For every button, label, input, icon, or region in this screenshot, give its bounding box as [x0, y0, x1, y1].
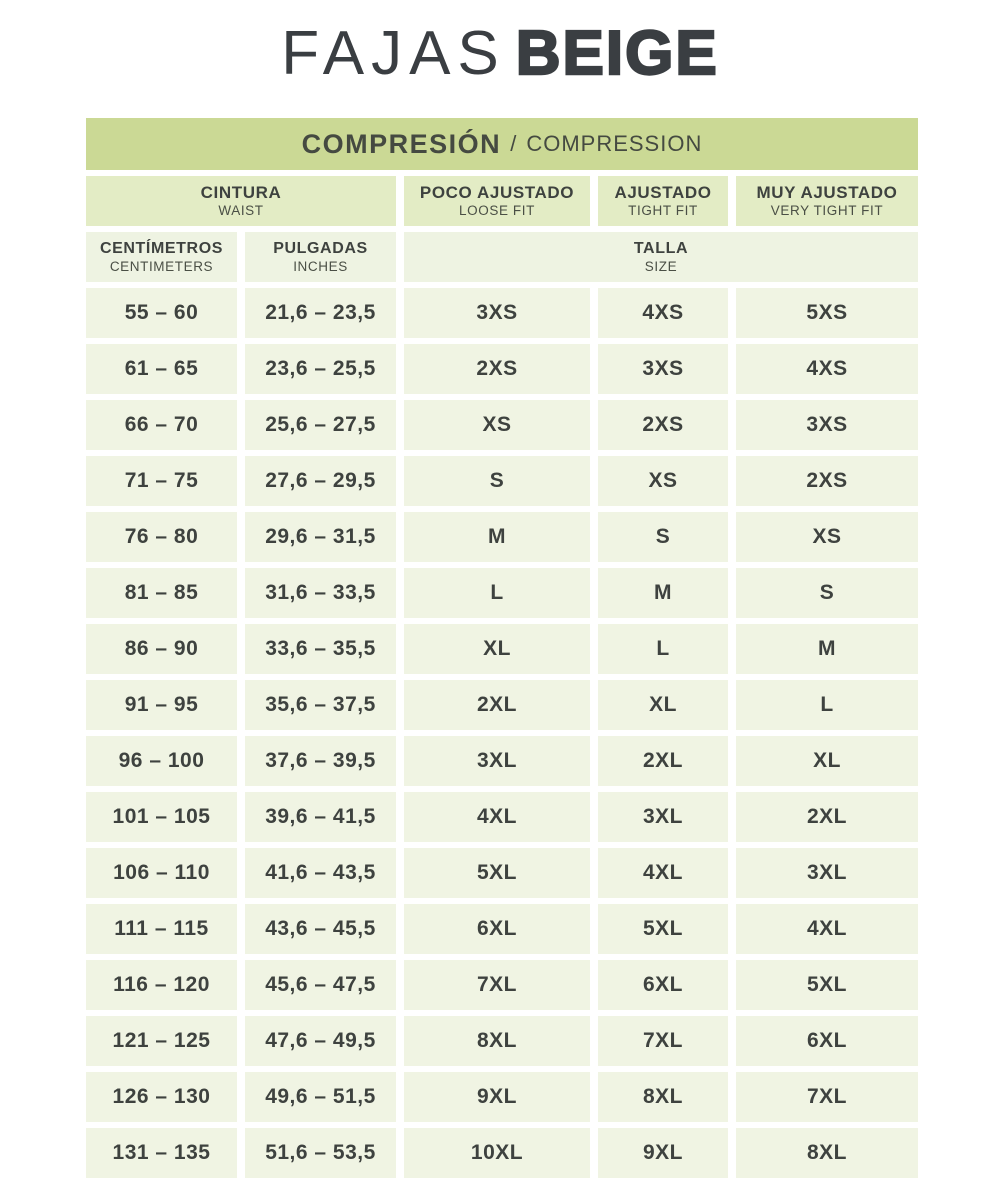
table-row	[86, 1128, 918, 1178]
cell-inches: 49,6 – 51,5	[245, 1072, 396, 1122]
table-row	[86, 904, 918, 954]
cell-very-tight-fit-size: 5XS	[736, 288, 918, 338]
table-row	[86, 960, 918, 1010]
cell-tight-fit-size: 9XL	[598, 1128, 728, 1178]
cell-tight-fit-size: 8XL	[598, 1072, 728, 1122]
cell-loose-fit-size: 4XL	[404, 792, 590, 842]
cell-loose-fit-size: XL	[404, 624, 590, 674]
cell-very-tight-fit-size: M	[736, 624, 918, 674]
header-size-es: TALLA	[633, 240, 689, 258]
cell-inches: 47,6 – 49,5	[245, 1016, 396, 1066]
cell-centimeters: 86 – 90	[86, 624, 237, 674]
cell-inches: 41,6 – 43,5	[245, 848, 396, 898]
cell-loose-fit-size: 3XS	[404, 288, 590, 338]
table-row	[86, 344, 918, 394]
size-chart-table	[86, 118, 918, 1184]
cell-centimeters: 96 – 100	[86, 736, 237, 786]
table-row	[86, 288, 918, 338]
cell-loose-fit-size: M	[404, 512, 590, 562]
cell-inches: 33,6 – 35,5	[245, 624, 396, 674]
cell-loose-fit-size: 2XL	[404, 680, 590, 730]
cell-loose-fit-size: 6XL	[404, 904, 590, 954]
cell-inches: 31,6 – 33,5	[245, 568, 396, 618]
column-header-tight-fit	[598, 176, 728, 226]
cell-inches: 35,6 – 37,5	[245, 680, 396, 730]
table-row	[86, 848, 918, 898]
cell-tight-fit-size: S	[598, 512, 728, 562]
title-brand: FAJAS	[281, 19, 506, 88]
cell-inches: 21,6 – 23,5	[245, 288, 396, 338]
cell-very-tight-fit-size: 3XS	[736, 400, 918, 450]
header-size-en: SIZE	[644, 258, 678, 274]
cell-loose-fit-size: 7XL	[404, 960, 590, 1010]
cell-inches: 29,6 – 31,5	[245, 512, 396, 562]
header-waist-en: WAIST	[218, 203, 264, 219]
cell-inches: 45,6 – 47,5	[245, 960, 396, 1010]
header-inches-en: INCHES	[293, 258, 348, 274]
cell-loose-fit-size: S	[404, 456, 590, 506]
cell-centimeters: 101 – 105	[86, 792, 237, 842]
cell-loose-fit-size: 3XL	[404, 736, 590, 786]
cell-loose-fit-size: L	[404, 568, 590, 618]
header-very-tight-fit-es: MUY AJUSTADO	[756, 182, 898, 202]
header-centimeters-es: CENTÍMETROS	[99, 240, 224, 258]
cell-centimeters: 111 – 115	[86, 904, 237, 954]
cell-tight-fit-size: 7XL	[598, 1016, 728, 1066]
cell-tight-fit-size: 6XL	[598, 960, 728, 1010]
header-very-tight-fit-en: VERY TIGHT FIT	[770, 203, 884, 219]
cell-loose-fit-size: 9XL	[404, 1072, 590, 1122]
cell-centimeters: 116 – 120	[86, 960, 237, 1010]
cell-loose-fit-size: XS	[404, 400, 590, 450]
table-row	[86, 456, 918, 506]
size-rows	[86, 288, 918, 1178]
cell-tight-fit-size: 4XS	[598, 288, 728, 338]
cell-loose-fit-size: 8XL	[404, 1016, 590, 1066]
cell-centimeters: 66 – 70	[86, 400, 237, 450]
cell-tight-fit-size: 2XS	[598, 400, 728, 450]
header-inches-es: PULGADAS	[273, 240, 368, 258]
column-header-centimeters	[86, 232, 237, 282]
cell-inches: 27,6 – 29,5	[245, 456, 396, 506]
cell-tight-fit-size: 5XL	[598, 904, 728, 954]
cell-tight-fit-size: XL	[598, 680, 728, 730]
cell-very-tight-fit-size: 7XL	[736, 1072, 918, 1122]
cell-tight-fit-size: 2XL	[598, 736, 728, 786]
title-colorway: BEIGE	[515, 19, 719, 88]
header-tight-fit-en: TIGHT FIT	[628, 203, 698, 219]
cell-tight-fit-size: XS	[598, 456, 728, 506]
cell-tight-fit-size: M	[598, 568, 728, 618]
header-row	[86, 176, 918, 226]
compression-banner	[86, 118, 918, 170]
header-loose-fit-es: POCO AJUSTADO	[419, 182, 575, 202]
cell-centimeters: 131 – 135	[86, 1128, 237, 1178]
column-header-inches	[245, 232, 396, 282]
header-centimeters-en: CENTIMETERS	[109, 258, 214, 274]
cell-centimeters: 61 – 65	[86, 344, 237, 394]
cell-very-tight-fit-size: 4XL	[736, 904, 918, 954]
cell-centimeters: 71 – 75	[86, 456, 237, 506]
header-loose-fit-en: LOOSE FIT	[459, 203, 535, 219]
table-row	[86, 680, 918, 730]
banner-title-es: COMPRESIÓN	[301, 128, 502, 159]
cell-centimeters: 76 – 80	[86, 512, 237, 562]
cell-very-tight-fit-size: S	[736, 568, 918, 618]
cell-centimeters: 126 – 130	[86, 1072, 237, 1122]
cell-very-tight-fit-size: XL	[736, 736, 918, 786]
cell-loose-fit-size: 2XS	[404, 344, 590, 394]
table-row	[86, 624, 918, 674]
cell-inches: 51,6 – 53,5	[245, 1128, 396, 1178]
cell-very-tight-fit-size: L	[736, 680, 918, 730]
page-title	[0, 14, 1000, 95]
table-row	[86, 792, 918, 842]
table-row	[86, 568, 918, 618]
column-header-loose-fit	[404, 176, 590, 226]
banner-title-en: COMPRESSION	[526, 131, 703, 156]
table-row	[86, 512, 918, 562]
cell-very-tight-fit-size: 4XS	[736, 344, 918, 394]
cell-very-tight-fit-size: 2XL	[736, 792, 918, 842]
column-header-size	[404, 232, 918, 282]
cell-centimeters: 106 – 110	[86, 848, 237, 898]
cell-very-tight-fit-size: 5XL	[736, 960, 918, 1010]
cell-centimeters: 121 – 125	[86, 1016, 237, 1066]
subheader-row	[86, 232, 918, 282]
cell-very-tight-fit-size: 3XL	[736, 848, 918, 898]
banner-separator: /	[510, 131, 518, 156]
cell-inches: 43,6 – 45,5	[245, 904, 396, 954]
column-header-very-tight-fit	[736, 176, 918, 226]
cell-inches: 23,6 – 25,5	[245, 344, 396, 394]
header-tight-fit-es: AJUSTADO	[614, 182, 712, 202]
cell-very-tight-fit-size: 8XL	[736, 1128, 918, 1178]
table-row	[86, 736, 918, 786]
cell-inches: 25,6 – 27,5	[245, 400, 396, 450]
cell-tight-fit-size: 4XL	[598, 848, 728, 898]
cell-loose-fit-size: 5XL	[404, 848, 590, 898]
cell-loose-fit-size: 10XL	[404, 1128, 590, 1178]
cell-very-tight-fit-size: 2XS	[736, 456, 918, 506]
cell-tight-fit-size: L	[598, 624, 728, 674]
cell-tight-fit-size: 3XL	[598, 792, 728, 842]
table-row	[86, 400, 918, 450]
column-header-waist	[86, 176, 396, 226]
cell-centimeters: 55 – 60	[86, 288, 237, 338]
cell-centimeters: 81 – 85	[86, 568, 237, 618]
header-waist-es: CINTURA	[200, 182, 282, 202]
cell-inches: 37,6 – 39,5	[245, 736, 396, 786]
cell-very-tight-fit-size: XS	[736, 512, 918, 562]
cell-inches: 39,6 – 41,5	[245, 792, 396, 842]
table-row	[86, 1072, 918, 1122]
cell-very-tight-fit-size: 6XL	[736, 1016, 918, 1066]
cell-tight-fit-size: 3XS	[598, 344, 728, 394]
table-row	[86, 1016, 918, 1066]
cell-centimeters: 91 – 95	[86, 680, 237, 730]
